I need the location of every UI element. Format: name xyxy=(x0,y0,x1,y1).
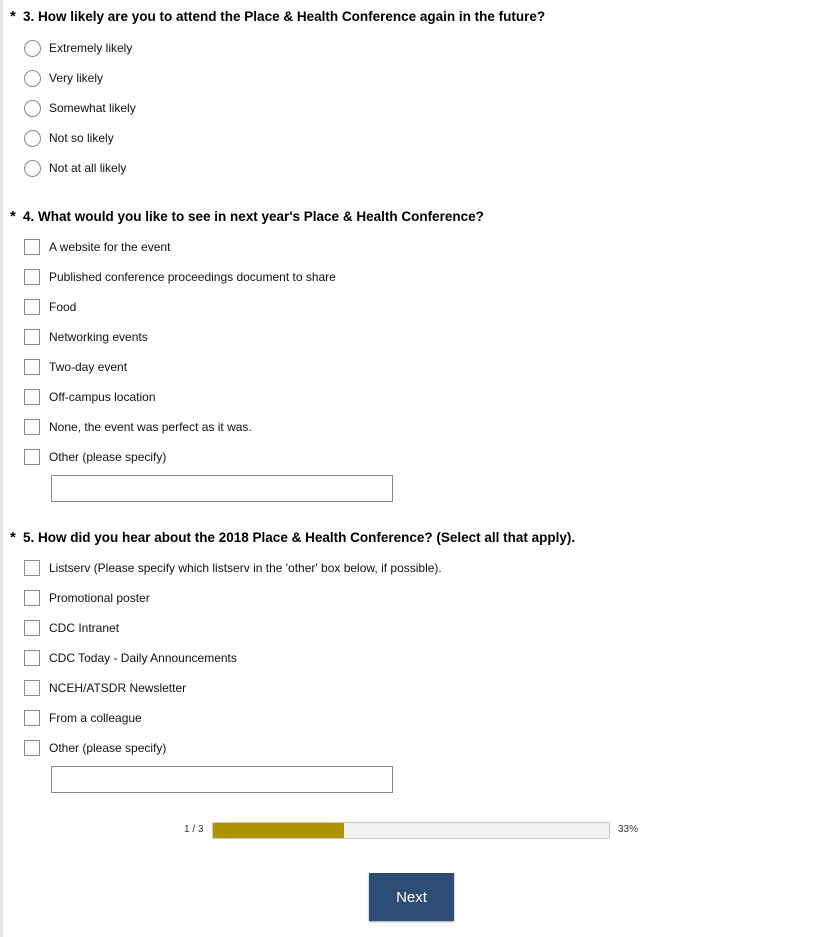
checkbox[interactable] xyxy=(24,740,40,756)
checkbox[interactable] xyxy=(24,389,40,405)
option-label: NCEH/ATSDR Newsletter xyxy=(49,681,187,695)
option-promotional-poster[interactable] xyxy=(10,590,575,620)
option-label: Other (please specify) xyxy=(49,450,167,464)
option-label: Other (please specify) xyxy=(49,741,167,755)
progress-bar-fill xyxy=(213,823,344,838)
option-label: Extremely likely xyxy=(49,41,133,55)
option-none[interactable] xyxy=(10,419,484,449)
option-proceedings[interactable] xyxy=(10,269,484,299)
progress-row xyxy=(0,822,818,839)
option-label: From a colleague xyxy=(49,711,142,725)
option-label: Somewhat likely xyxy=(49,101,136,115)
other-specify-input[interactable] xyxy=(51,766,393,793)
option-website[interactable] xyxy=(10,239,484,269)
other-specify-input[interactable] xyxy=(51,475,393,502)
radio-button[interactable] xyxy=(24,130,41,147)
question-text: 5. How did you hear about the 2018 Place & Health Conference? (Select all that apply). xyxy=(23,530,576,545)
option-not-at-all-likely[interactable] xyxy=(10,160,545,190)
checkbox[interactable] xyxy=(24,650,40,666)
left-edge-bar xyxy=(0,0,3,937)
required-star: * xyxy=(10,208,16,225)
radio-button[interactable] xyxy=(24,70,41,87)
option-label: Promotional poster xyxy=(49,591,150,605)
option-label: A website for the event xyxy=(49,240,171,254)
option-label: CDC Today - Daily Announcements xyxy=(49,651,237,665)
option-food[interactable] xyxy=(10,299,484,329)
question-3 xyxy=(10,8,545,190)
checkbox[interactable] xyxy=(24,560,40,576)
option-networking[interactable] xyxy=(10,329,484,359)
option-newsletter[interactable] xyxy=(10,680,575,710)
next-button[interactable]: Next xyxy=(369,873,454,921)
radio-button[interactable] xyxy=(24,100,41,117)
checkbox[interactable] xyxy=(24,359,40,375)
checkbox[interactable] xyxy=(24,419,40,435)
option-very-likely[interactable] xyxy=(10,70,545,100)
checkbox[interactable] xyxy=(24,329,40,345)
radio-button[interactable] xyxy=(24,40,41,57)
checkbox[interactable] xyxy=(24,299,40,315)
checkbox[interactable] xyxy=(24,239,40,255)
progress-percent: 33% xyxy=(618,824,639,835)
option-label: Not so likely xyxy=(49,131,114,145)
required-star: * xyxy=(10,8,16,25)
checkbox[interactable] xyxy=(24,710,40,726)
question-title xyxy=(10,208,484,226)
option-somewhat-likely[interactable] xyxy=(10,100,545,130)
radio-button[interactable] xyxy=(24,160,41,177)
option-label: Food xyxy=(49,300,77,314)
option-two-day[interactable] xyxy=(10,359,484,389)
question-4 xyxy=(10,208,484,479)
option-label: Networking events xyxy=(49,330,148,344)
question-title xyxy=(10,8,545,26)
option-not-so-likely[interactable] xyxy=(10,130,545,160)
option-label: Published conference proceedings document to share xyxy=(49,270,336,284)
option-label: None, the event was perfect as it was. xyxy=(49,420,252,434)
question-text: 3. How likely are you to attend the Place & Health Conference again in the future? xyxy=(23,9,546,24)
option-label: Two-day event xyxy=(49,360,128,374)
checkbox[interactable] xyxy=(24,449,40,465)
checkbox[interactable] xyxy=(24,590,40,606)
option-listserv[interactable] xyxy=(10,560,575,590)
option-label: Listserv (Please specify which listserv in the 'other' box below, if possible). xyxy=(49,561,442,575)
checkbox[interactable] xyxy=(24,269,40,285)
checkbox[interactable] xyxy=(24,680,40,696)
progress-page-label: 1 / 3 xyxy=(184,824,204,835)
question-text: 4. What would you like to see in next year's Place & Health Conference? xyxy=(23,209,484,224)
option-colleague[interactable] xyxy=(10,710,575,740)
option-cdc-intranet[interactable] xyxy=(10,620,575,650)
option-label: Not at all likely xyxy=(49,161,127,175)
option-off-campus[interactable] xyxy=(10,389,484,419)
question-title xyxy=(10,529,575,547)
checkbox[interactable] xyxy=(24,620,40,636)
option-cdc-today[interactable] xyxy=(10,650,575,680)
question-5 xyxy=(10,529,575,770)
option-label: CDC Intranet xyxy=(49,621,120,635)
progress-bar xyxy=(212,822,610,839)
required-star: * xyxy=(10,529,16,546)
option-label: Off-campus location xyxy=(49,390,156,404)
option-extremely-likely[interactable] xyxy=(10,40,545,70)
option-label: Very likely xyxy=(49,71,104,85)
